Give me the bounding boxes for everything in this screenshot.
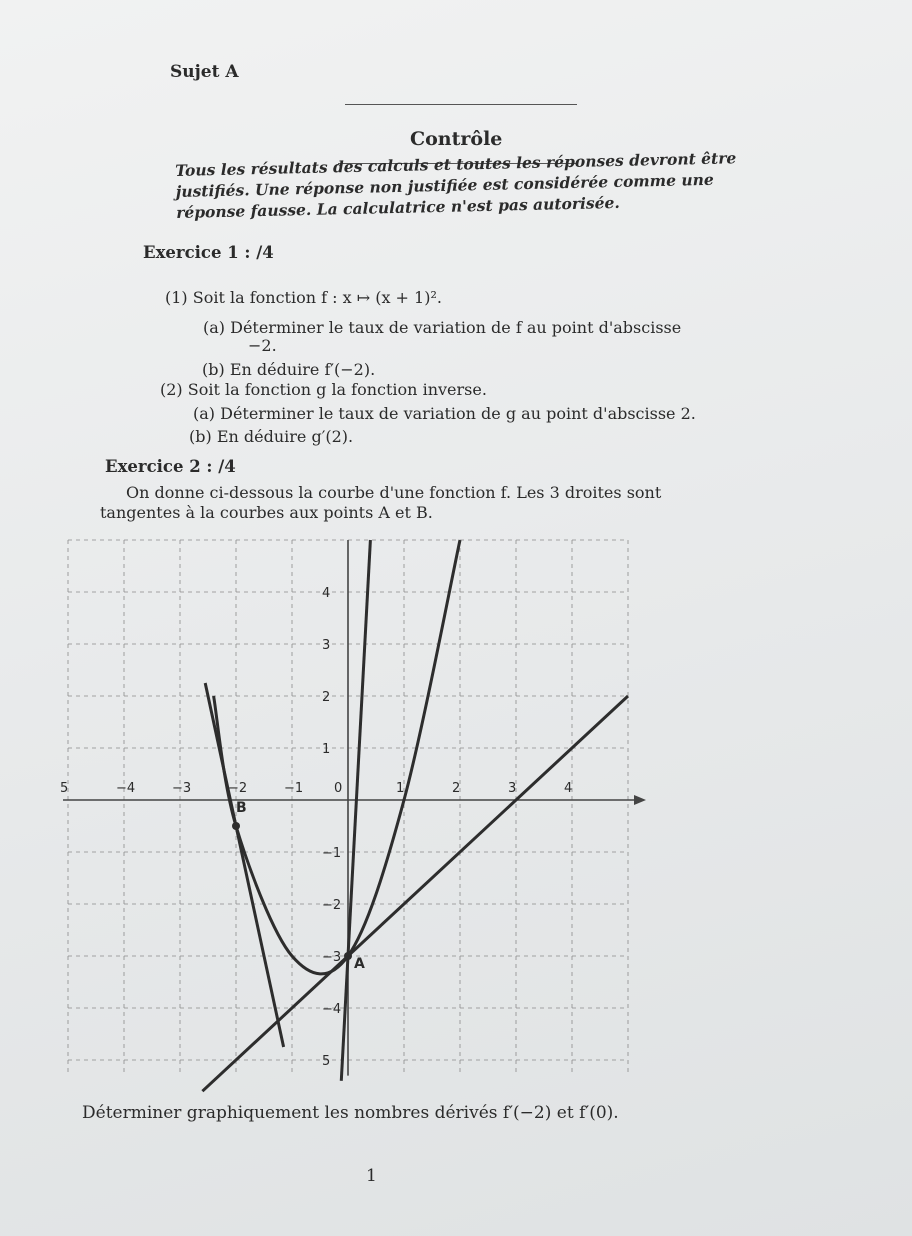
x-tick-label: 4: [564, 781, 573, 796]
ex2-intro-line2: tangentes à la courbes aux points A et B.: [100, 503, 433, 522]
graph-labels: [60, 586, 572, 1069]
tangent-line: [341, 540, 370, 1081]
page-number: 1: [366, 1166, 377, 1186]
ex1-question1a-cont: −2.: [248, 336, 277, 355]
x-axis-arrow: [634, 795, 646, 805]
tangent-line: [205, 683, 283, 1047]
x-tick-label: 2: [452, 781, 461, 796]
subject-label: Sujet A: [170, 62, 239, 82]
y-tick-label: −1: [322, 846, 342, 861]
exercise1-title: Exercice 1 : /4: [143, 243, 274, 262]
x-tick-label: 0: [334, 781, 343, 796]
ex1-question1: (1) Soit la fonction f : x ↦ (x + 1)².: [165, 288, 442, 307]
ex1-question2a: (a) Déterminer le taux de variation de g au point d'abscisse 2.: [193, 404, 696, 423]
point-a: [344, 952, 352, 960]
y-tick-label: −4: [322, 1002, 342, 1017]
x-tick-label: −4: [116, 781, 136, 796]
instructions-paragraph: Tous les résultats des calculs et toutes les réponses devront être justifiés. Une réponse non justifiée est considérée comme une réponse fausse. La calculatrice n'est pas autorisée.: [175, 148, 737, 222]
x-tick-label: 3: [508, 781, 517, 796]
x-tick-label: 1: [396, 781, 405, 796]
point-label-b: B: [236, 800, 247, 816]
ex1-question2: (2) Soit la fonction g la fonction inverse.: [160, 380, 487, 399]
ex2-question: Déterminer graphiquement les nombres dérivés f′(−2) et f′(0).: [82, 1103, 619, 1123]
exercise2-title: Exercice 2 : /4: [105, 457, 236, 476]
graph-curves: [202, 540, 628, 1091]
ex1-question2b: (b) En déduire g′(2).: [189, 427, 354, 446]
y-tick-label: 2: [322, 690, 331, 705]
y-tick-label: −3: [322, 950, 342, 965]
ex1-question1b: (b) En déduire f′(−2).: [202, 360, 376, 379]
x-tick-label: −1: [284, 781, 304, 796]
point-label-a: A: [354, 956, 365, 972]
y-tick-label: −2: [322, 898, 342, 913]
y-tick-label: 4: [322, 586, 331, 601]
ex1-question1a: (a) Déterminer le taux de variation de f au point d'abscisse: [203, 318, 682, 337]
page-title: Contrôle: [410, 128, 503, 150]
y-tick-label: 5: [322, 1054, 331, 1069]
y-tick-label: 3: [322, 638, 331, 653]
y-tick-label: 1: [322, 742, 331, 757]
x-tick-label: −3: [172, 781, 192, 796]
x-tick-label: −2: [228, 781, 248, 796]
ex2-intro-line1: On donne ci-dessous la courbe d'une fonction f. Les 3 droites sont: [126, 483, 662, 502]
x-tick-label: 5: [60, 781, 69, 796]
point-b: [232, 822, 240, 830]
